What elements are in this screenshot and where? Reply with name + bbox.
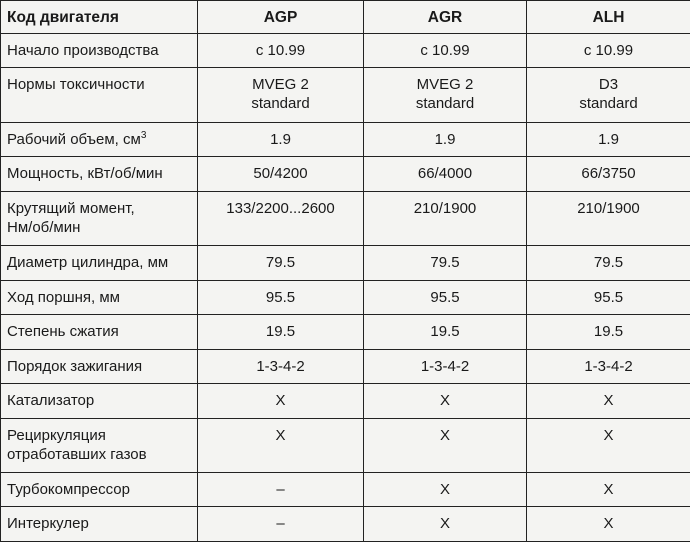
row-value: 95.5 xyxy=(527,280,690,314)
table-row xyxy=(1,280,690,314)
row-param: Порядок зажигания xyxy=(1,349,198,383)
row-param: Интеркулер xyxy=(1,507,198,542)
param-line: Крутящий момент, xyxy=(7,199,135,217)
row-value: 50/4200 xyxy=(198,157,364,191)
table-row xyxy=(1,472,690,506)
row-value: X xyxy=(364,418,527,472)
row-param: Диаметр цилиндра, мм xyxy=(1,246,198,280)
row-param xyxy=(1,418,198,472)
table-row xyxy=(1,34,690,68)
row-value: X xyxy=(198,418,364,472)
row-value: X xyxy=(527,384,690,418)
row-value: X xyxy=(527,507,690,542)
row-value: 19.5 xyxy=(527,315,690,349)
row-value: X xyxy=(527,418,690,472)
row-value: X xyxy=(198,384,364,418)
value-line: D3 xyxy=(598,76,619,94)
row-value: 210/1900 xyxy=(364,191,527,245)
row-value: X xyxy=(364,384,527,418)
row-param: Степень сжатия xyxy=(1,315,198,349)
row-value: с 10.99 xyxy=(364,34,527,68)
table-header-row xyxy=(1,1,690,34)
table-row xyxy=(1,418,690,472)
row-param: Начало производства xyxy=(1,34,198,68)
row-value: 79.5 xyxy=(198,246,364,280)
param-superscript: 3 xyxy=(140,129,147,141)
row-value: 1-3-4-2 xyxy=(527,349,690,383)
row-value: 79.5 xyxy=(364,246,527,280)
row-value: 1-3-4-2 xyxy=(198,349,364,383)
value-line: standard xyxy=(415,95,475,113)
row-value: 1-3-4-2 xyxy=(364,349,527,383)
table-row xyxy=(1,191,690,245)
row-value: 79.5 xyxy=(527,246,690,280)
row-value: 133/2200...2600 xyxy=(198,191,364,245)
value-line: MVEG 2 xyxy=(416,76,474,94)
table-row xyxy=(1,315,690,349)
header-param: Код двигателя xyxy=(1,1,198,34)
value-line: standard xyxy=(579,95,638,113)
row-value: 95.5 xyxy=(198,280,364,314)
row-value: с 10.99 xyxy=(198,34,364,68)
table-row xyxy=(1,157,690,191)
row-value: 210/1900 xyxy=(527,191,690,245)
row-value: 1.9 xyxy=(364,122,527,156)
param-line: отработавших газов xyxy=(7,445,147,463)
header-model-agp: AGP xyxy=(198,1,364,34)
row-param: Нормы токсичности xyxy=(1,68,198,122)
row-value: 66/3750 xyxy=(527,157,690,191)
row-value: 66/4000 xyxy=(364,157,527,191)
row-value: X xyxy=(364,472,527,506)
table-row xyxy=(1,122,690,156)
row-param xyxy=(1,122,198,156)
row-value: 19.5 xyxy=(198,315,364,349)
header-model-agr: AGR xyxy=(364,1,527,34)
row-value: 1.9 xyxy=(527,122,690,156)
row-value: – xyxy=(198,507,364,542)
row-value: – xyxy=(198,472,364,506)
row-value: X xyxy=(364,507,527,542)
row-param: Ход поршня, мм xyxy=(1,280,198,314)
row-value: 95.5 xyxy=(364,280,527,314)
row-value xyxy=(198,68,364,122)
row-param: Турбокомпрессор xyxy=(1,472,198,506)
param-text: Рабочий объем, см xyxy=(7,130,141,148)
row-value: с 10.99 xyxy=(527,34,690,68)
table-row xyxy=(1,384,690,418)
table-row xyxy=(1,349,690,383)
param-line: Рециркуляция xyxy=(7,426,106,444)
value-line: standard xyxy=(251,95,310,113)
table-row xyxy=(1,507,690,542)
row-value xyxy=(364,68,527,122)
table-row xyxy=(1,68,690,122)
row-value: 19.5 xyxy=(364,315,527,349)
row-param: Мощность, кВт/об/мин xyxy=(1,157,198,191)
value-line: MVEG 2 xyxy=(252,76,309,94)
row-value: 1.9 xyxy=(198,122,364,156)
row-param xyxy=(1,191,198,245)
table-row xyxy=(1,246,690,280)
param-line: Нм/об/мин xyxy=(7,218,81,236)
row-param: Катализатор xyxy=(1,384,198,418)
row-value xyxy=(527,68,690,122)
row-value: X xyxy=(527,472,690,506)
header-model-alh: ALH xyxy=(527,1,690,34)
